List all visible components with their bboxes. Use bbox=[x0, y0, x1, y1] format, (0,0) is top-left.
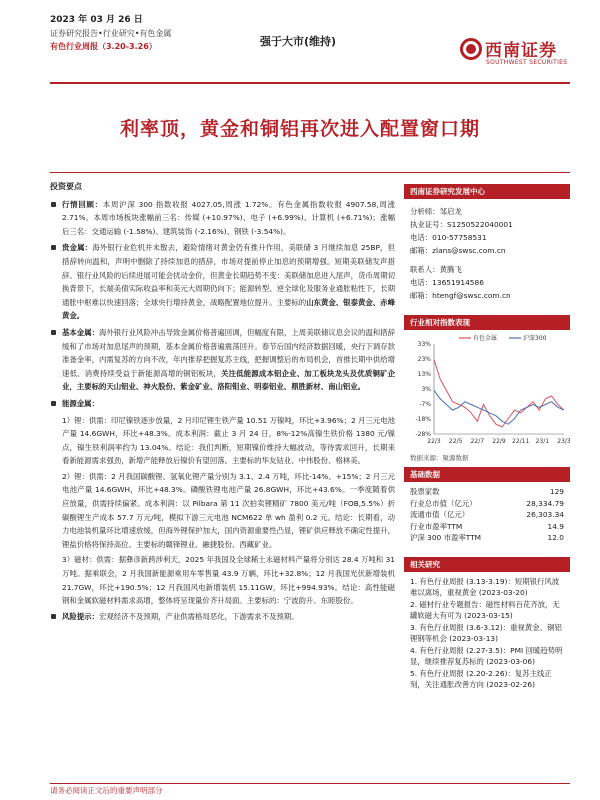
header-divider bbox=[50, 82, 570, 84]
para-text: 海外银行业危机并未散去，避险情绪对黄金仍有推升作用，美联储 3 月继续加息 25BP，但措辞转向温和，声明中删除了持续加息的措辞，市场对提前停止加息的预期增强。短期美联储发声措辞、银行业风险的后续进展可能会扰动金价，但黄金长期趋势不变：美联储加息进入尾声，货币周期切换背景下，长端美债实际收益率和美元大周期仍向下；能源转型、逆全球化及服务业通胀粘性下，长期通胀中枢难以快速回落；全球央行增持黄金，战略配置地位提升。主要标的 bbox=[62, 243, 395, 307]
basic-value: 129 bbox=[549, 487, 564, 496]
industry-rating: 强于大市(维持) bbox=[260, 35, 337, 48]
legend-label: 有色金属 bbox=[473, 335, 498, 342]
chart-svg bbox=[404, 330, 570, 450]
basic-value: 28,334.79 bbox=[526, 498, 564, 508]
footer-divider bbox=[50, 783, 570, 784]
basic-key: 行业总市值（亿元） bbox=[410, 498, 477, 508]
report-date: 2023 年 03 月 26 日 bbox=[50, 15, 143, 25]
report-title: 利率顶，黄金和铜铝再次进入配置窗口期 bbox=[119, 118, 480, 140]
y-tick-label: -18% bbox=[415, 416, 431, 423]
analyst-line: 分析师：邹启龙 bbox=[410, 207, 462, 216]
para-highlight: 关注低能源成本铝企业、加工板块龙头及优质铜矿企业，主要标的天山铝业、神火股份、紫金矿业、洛阳钼业、明泰铝业、鼎胜新材、南山铝业。 bbox=[62, 368, 395, 392]
related-research-panel bbox=[404, 557, 570, 695]
panel-header: 行业相对指数表现 bbox=[404, 315, 570, 330]
analyst-line: 联系人：黄腾飞 bbox=[410, 265, 462, 274]
basic-value: 14.9 bbox=[547, 521, 564, 531]
research-item[interactable]: 3. 有色行业周报 (3.6-3.12)：重视黄金、铜铝锂钢等机会 (2023-03-13) bbox=[410, 623, 562, 643]
panel-header: 相关研究 bbox=[404, 557, 570, 572]
report-category: 证券研究报告•行业研究•有色金属 bbox=[50, 29, 172, 38]
relative-index-chart bbox=[404, 330, 570, 450]
header-meta bbox=[50, 14, 171, 53]
basic-key: 股票家数 bbox=[410, 487, 440, 496]
analyst-line[interactable]: 邮箱：htengf@swsc.com.cn bbox=[410, 291, 511, 300]
footer-disclaimer: 请务必阅读正文后的重要声明部分 bbox=[50, 786, 163, 795]
panel-header: 基础数据 bbox=[404, 467, 570, 482]
main-content bbox=[50, 180, 395, 626]
x-tick-label: 22/9 bbox=[492, 438, 506, 445]
chart-source: 数据来源：聚源数据 bbox=[410, 454, 469, 462]
y-tick-label: 23% bbox=[417, 356, 431, 363]
x-tick-label: 22/3 bbox=[427, 438, 441, 445]
energy-sub-2: 2）锂：供需：2 月我国碳酸锂、氢氧化锂产量分别为 3.1、2.4 万吨，环比-14%、+15%；2 月三元电池产量 14.6GWH，环比+48.3%。磷酸铁锂电池产量 26.8GWH，环比+43.6%。一季度随着供应放量，供需持续偏紧。成本利润：以 Pilbara 第 11 次拍卖锂精矿 7800 美元/吨（FOB,5.5%）折碳酸锂生产成本 57.7 万元/吨，模拟下游三元电池 NCM622 单 wh 盈利 0.2 元。结论：长期看，动力电池装机量环比增速放缓，但海外锂保护加大，国内资源重要性凸显，锂矿供应释放不确定性提升，锂盐价格将保持高位。主要标的赣锋锂业、融捷股份、西藏矿业。 bbox=[62, 471, 395, 549]
logo-text: 西南证券 bbox=[485, 41, 557, 61]
para-label: 能源金属： bbox=[62, 398, 99, 408]
research-item[interactable]: 4. 有色行业周报 (2.27-3.5)：PMI 回暖趋势明显，继续推荐复苏标的 (2023-03-06) bbox=[410, 646, 563, 666]
x-tick-label: 22/7 bbox=[470, 438, 485, 445]
basic-value: 12.0 bbox=[547, 533, 564, 542]
analyst-list bbox=[404, 199, 570, 308]
basic-key: 流通市值（亿元） bbox=[410, 510, 470, 519]
para-text: 宏观经济不及预期，产业供需格局恶化，下游需求不及预期。 bbox=[98, 611, 299, 621]
y-tick-label: 3% bbox=[421, 386, 431, 393]
para-highlight: 山东黄金、银泰黄金、赤峰黄金。 bbox=[62, 297, 395, 321]
analyst-line: 电话：010-57758531 bbox=[410, 233, 487, 242]
market-review bbox=[50, 198, 395, 239]
basic-row bbox=[404, 486, 570, 498]
y-tick-label: -7% bbox=[419, 401, 431, 408]
research-list bbox=[404, 572, 570, 695]
para-label: 行情回顾： bbox=[62, 199, 103, 209]
logo-english: SOUTHWEST SECURITIES bbox=[486, 59, 568, 66]
analyst-line: 电话：13651914586 bbox=[410, 278, 484, 287]
basic-row bbox=[404, 498, 570, 510]
basic-key: 行业市盈率TTM bbox=[410, 521, 463, 531]
basic-key: 沪深 300 市盈率TTM bbox=[410, 533, 482, 542]
energy-metals bbox=[50, 397, 395, 411]
precious-metals bbox=[50, 241, 395, 323]
y-tick-label: 13% bbox=[417, 371, 431, 378]
energy-sub-3: 3）磁材：供需：据彝彦新跨涉利天，2025 年我国及全球稀土永磁材料产量将分别达 28.4 万吨和 31 万吨。据乘联会，2 月我国新能源乘用车零售量 43.9 万辆，环比+32.8%；12 月我国光伏新增装机 21.7GW，环比+190.5%；12 月我国风电新增装机 15.11GW，环比+994.93%。结论：高性能磁钢和金属软磁材料需求高增，整体将呈现量价齐升局面。主要标的：宁波韵升、东睦股份。 bbox=[62, 555, 395, 606]
research-item[interactable]: 5. 有色行业周报 (2.20-2.26)：复苏主线正刻，关注通胀改善方向 (2023-02-26) bbox=[410, 669, 552, 689]
energy-sub-1: 1）锂：供需：印尼镍铁逐步放量，2 月印尼锂生铁产量 10.51 万镍吨，环比+3.96%；2 月三元电池产量 14.6GWH，环比+48.3%。成本利润：截止 3 月 24 日，8%-12%高镍生铁价格 1380 元/镍点，镍生铁利润率约为 13.04%。结论：我们判断，短期镍价维持大幅波动，等待需求回升，长期来看新能源需求强劲，新增产能释放后镍价有望回落。主要标的华友钴业、中伟股份、格林美。 bbox=[62, 415, 396, 466]
logo-mark-icon bbox=[460, 38, 482, 60]
analyst-line[interactable]: 邮箱：zlans@swsc.com.cn bbox=[410, 246, 506, 255]
company-logo bbox=[460, 36, 570, 66]
para-text: 海外银行业风险冲击导致金属价格普遍回调，但幅度有限，上周美联储议息会议的温和措辞缓和了市场对加息尾声的预期，基本金属价格普遍震荡回升。春节后国内经济数据回暖，央行下调存款准备金率，内需复苏的方向不改，年内推荐把握复苏主线，把握调整后的布局机会，首推长期中供给增速低、消费持续受益于新能源高增的铜铝板块， bbox=[62, 327, 395, 378]
y-tick-label: -28% bbox=[415, 431, 431, 438]
basic-data-panel bbox=[404, 467, 570, 544]
report-series: 有色行业周报（3.20-3.26） bbox=[50, 42, 157, 51]
title-divider bbox=[50, 172, 570, 173]
analyst-line: 执业证号：S1250522040001 bbox=[410, 220, 513, 229]
research-item[interactable]: 2. 磁材行业专题报告：磁性材料百花齐放，无罐软磁大有可为 (2023-03-15) bbox=[410, 600, 560, 620]
analyst-panel bbox=[404, 184, 570, 308]
basic-row bbox=[404, 532, 570, 544]
legend-label: 沪深300 bbox=[523, 335, 547, 342]
x-tick-label: 23/3 bbox=[557, 438, 570, 445]
series-line bbox=[434, 360, 564, 428]
base-metals bbox=[50, 326, 395, 394]
para-label: 风险提示： bbox=[62, 611, 99, 621]
panel-header: 西南证券研究发展中心 bbox=[404, 184, 570, 199]
risk-notice bbox=[50, 610, 395, 624]
basic-value: 26,303.34 bbox=[526, 510, 564, 519]
index-chart-panel bbox=[404, 315, 570, 465]
x-tick-label: 22/5 bbox=[448, 438, 463, 445]
basic-row bbox=[404, 509, 570, 521]
section-heading: 投资要点 bbox=[50, 182, 82, 191]
research-item[interactable]: 1. 有色行业周报 (3.13-3.19)：短期银行风波难以离场，重视黄金 (2023-03-20) bbox=[410, 577, 560, 597]
x-tick-label: 23/1 bbox=[535, 438, 550, 445]
para-label: 基本金属： bbox=[62, 327, 99, 337]
x-tick-label: 22/11 bbox=[512, 438, 530, 445]
para-text: 本周沪深 300 指数收报 4027.05,周涨 1.72%。有色金属指数收报 4907.58,周涨 2.71%。本周市场板块涨幅前三名：传媒 (+10.97%)、电子 (+6.99%)、计算机 (+6.71%)；涨幅后三名：交通运输 (-1.58%)、建筑装饰 (-2.16%)、钢铁 (-3.54%)。 bbox=[62, 199, 395, 236]
para-label: 贵金属： bbox=[62, 243, 93, 253]
basic-row bbox=[404, 521, 570, 533]
series-line bbox=[434, 390, 564, 424]
y-tick-label: 33% bbox=[417, 341, 431, 348]
